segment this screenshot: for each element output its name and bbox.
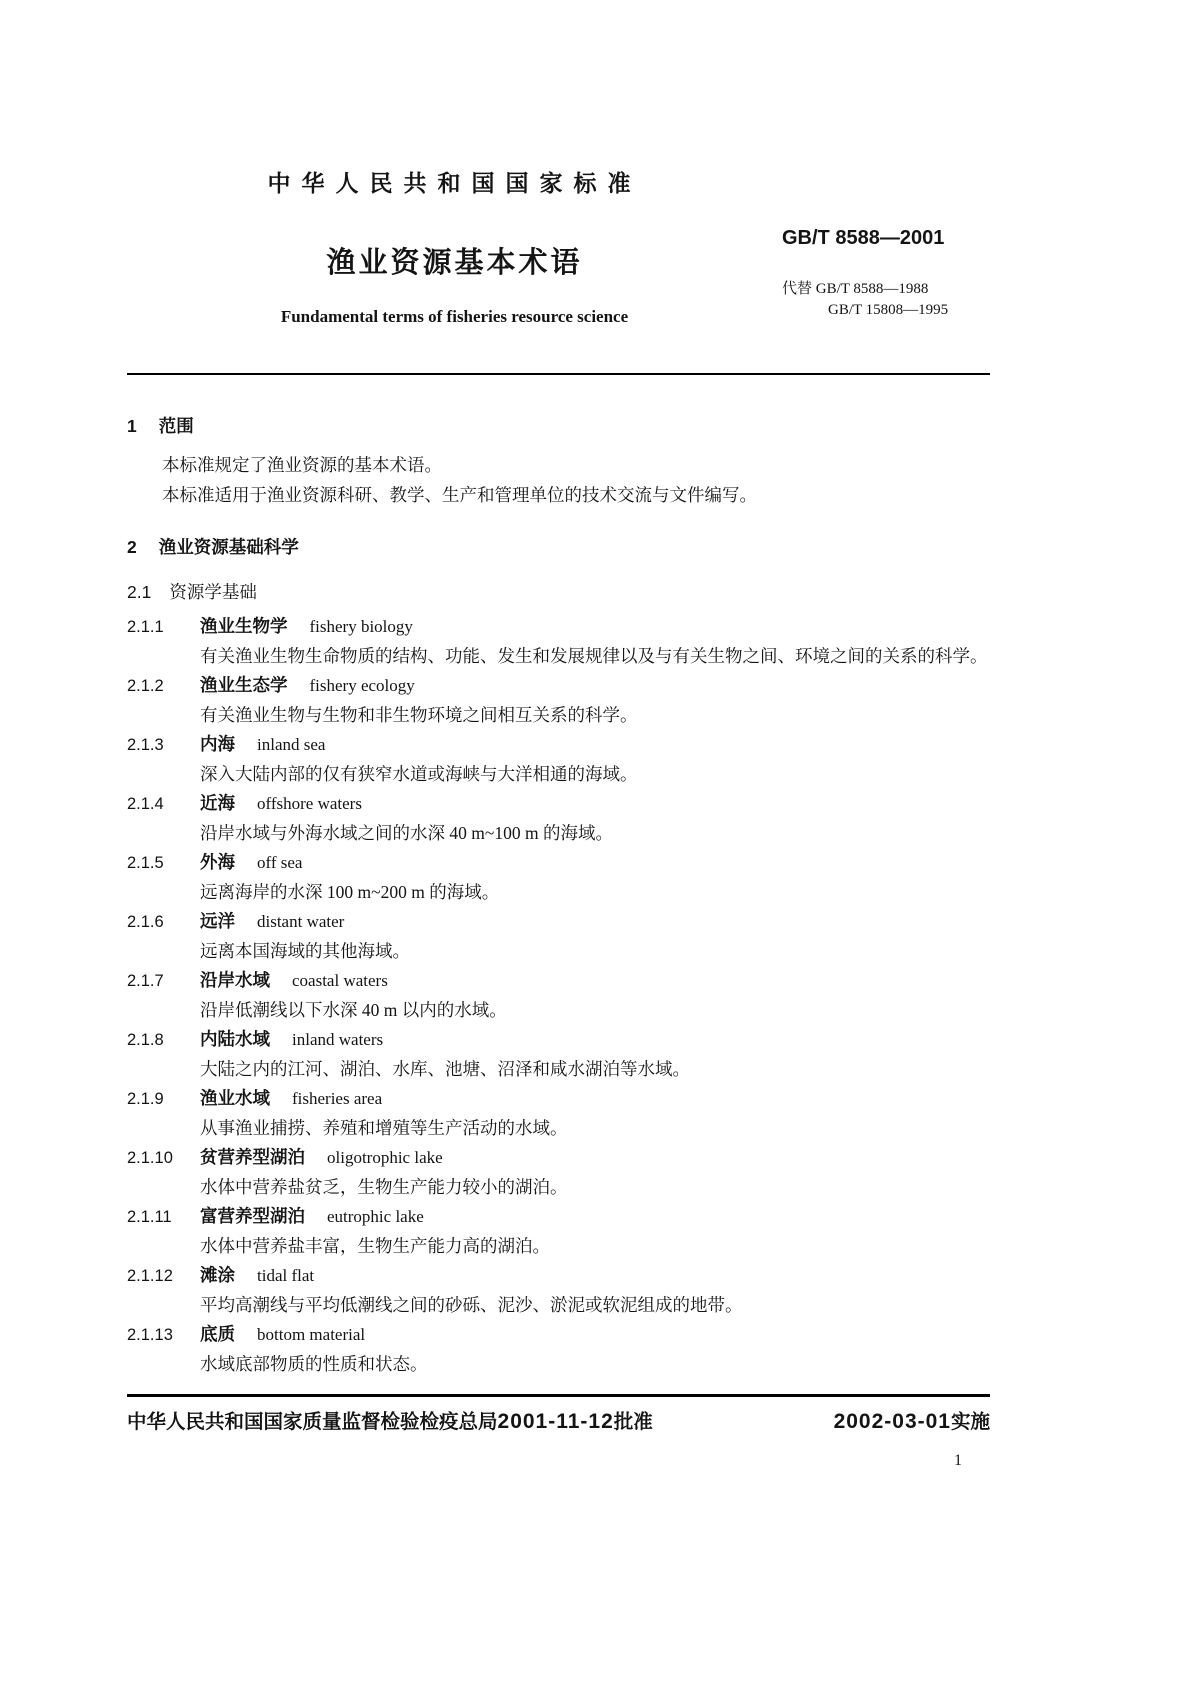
term-english: off sea <box>257 853 303 872</box>
term-number: 2.1.1 <box>127 618 164 636</box>
term-english: inland waters <box>292 1030 384 1049</box>
term-english: fisheries area <box>292 1089 383 1108</box>
term-english: offshore waters <box>257 794 362 813</box>
term-chinese: 外海 <box>200 852 235 872</box>
term-definition: 大陆之内的江河、湖泊、水库、池塘、沼泽和咸水湖泊等水域。 <box>200 1059 690 1079</box>
section-heading <box>127 534 990 559</box>
term-definition: 沿岸低潮线以下水深 40 m 以内的水域。 <box>200 1000 507 1020</box>
term-definition: 远离本国海域的其他海域。 <box>200 941 410 961</box>
term-chinese: 贫营养型湖泊 <box>200 1147 305 1167</box>
term-number: 2.1.10 <box>127 1149 173 1167</box>
header-title-block <box>127 165 782 327</box>
footer-divider <box>127 1394 990 1397</box>
scope-paragraph: 本标准规定了渔业资源的基本术语。 <box>162 455 442 475</box>
term-chinese: 沿岸水域 <box>200 970 270 990</box>
term-heading <box>127 612 990 642</box>
term-heading <box>127 1025 990 1055</box>
term-number: 2.1.8 <box>127 1031 164 1049</box>
term-entry <box>127 612 990 671</box>
term-english: inland sea <box>257 735 326 754</box>
term-definition: 水域底部物质的性质和状态。 <box>200 1354 428 1374</box>
replaces-line-1: 代替 GB/T 8588—1988 <box>782 281 929 297</box>
term-heading <box>127 1143 990 1173</box>
term-english: tidal flat <box>257 1266 315 1285</box>
replaced-standards <box>782 279 990 321</box>
term-entry <box>127 1202 990 1261</box>
term-chinese: 远洋 <box>200 911 235 931</box>
term-definition: 从事渔业捕捞、养殖和增殖等生产活动的水域。 <box>200 1118 568 1138</box>
term-english: eutrophic lake <box>327 1207 424 1226</box>
term-chinese: 内陆水域 <box>200 1029 270 1049</box>
term-definition: 深入大陆内部的仅有狭窄水道或海峡与大洋相通的海域。 <box>200 764 638 784</box>
term-heading <box>127 1202 990 1232</box>
term-heading <box>127 1084 990 1114</box>
standard-label: 中华人民共和国国家标准 <box>267 170 642 196</box>
section-heading <box>127 413 990 438</box>
term-entry <box>127 1084 990 1143</box>
approval-date: 2001-11-12 <box>497 1410 614 1433</box>
approval-statement <box>127 1406 653 1434</box>
effective-date: 2002-03-01 <box>833 1410 951 1433</box>
term-entry <box>127 789 990 848</box>
replaces-line-2: GB/T 15808—1995 <box>828 302 949 318</box>
term-entry <box>127 1261 990 1320</box>
section-number: 1 <box>127 416 137 436</box>
term-heading <box>127 730 990 760</box>
document-footer <box>127 1394 990 1470</box>
term-definition: 水体中营养盐丰富，生物生产能力高的湖泊。 <box>200 1236 550 1256</box>
term-number: 2.1.9 <box>127 1090 164 1108</box>
term-chinese: 渔业水域 <box>200 1088 270 1108</box>
standard-code-block <box>782 165 990 327</box>
footer-approval-row <box>127 1406 990 1434</box>
term-english: bottom material <box>257 1325 366 1344</box>
term-english: distant water <box>257 912 345 931</box>
approval-authority: 中华人民共和国国家质量监督检验检疫总局 <box>127 1411 498 1433</box>
section-scope <box>127 413 990 510</box>
term-number: 2.1.11 <box>127 1208 172 1226</box>
scope-paragraphs <box>127 450 990 510</box>
term-entry <box>127 1143 990 1202</box>
document-subtitle-english: Fundamental terms of fisheries resource science <box>280 307 629 326</box>
term-number: 2.1.12 <box>127 1267 173 1285</box>
term-entry <box>127 848 990 907</box>
term-definition: 平均高潮线与平均低潮线之间的砂砾、泥沙、淤泥或软泥组成的地带。 <box>200 1295 743 1315</box>
term-number: 2.1.6 <box>127 913 164 931</box>
term-heading <box>127 848 990 878</box>
term-entry <box>127 1025 990 1084</box>
term-number: 2.1.3 <box>127 736 164 754</box>
term-entry <box>127 966 990 1025</box>
term-number: 2.1.2 <box>127 677 164 695</box>
term-entry <box>127 730 990 789</box>
term-english: oligotrophic lake <box>327 1148 443 1167</box>
term-heading <box>127 966 990 996</box>
section-title: 渔业资源基础科学 <box>158 537 299 557</box>
subsection-heading <box>127 579 990 604</box>
term-heading <box>127 789 990 819</box>
effective-suffix: 实施 <box>950 1411 990 1433</box>
term-english: fishery ecology <box>309 676 415 695</box>
term-chinese: 内海 <box>200 734 235 754</box>
term-heading <box>127 671 990 701</box>
term-chinese: 渔业生物学 <box>200 616 288 636</box>
section-chapter2 <box>127 534 990 1379</box>
term-chinese: 富营养型湖泊 <box>200 1206 305 1226</box>
subsection-title: 资源学基础 <box>169 582 257 602</box>
term-chinese: 近海 <box>200 793 235 813</box>
term-english: coastal waters <box>292 971 388 990</box>
page-number: 1 <box>954 1452 962 1469</box>
terms-list <box>127 612 990 1379</box>
term-definition: 水体中营养盐贫乏，生物生产能力较小的湖泊。 <box>200 1177 568 1197</box>
term-heading <box>127 1261 990 1291</box>
document-header <box>127 165 990 327</box>
term-chinese: 滩涂 <box>200 1265 235 1285</box>
term-heading <box>127 907 990 937</box>
term-number: 2.1.7 <box>127 972 164 990</box>
standard-code: GB/T 8588—2001 <box>782 227 945 249</box>
term-english: fishery biology <box>309 617 413 636</box>
term-entry <box>127 1320 990 1379</box>
scope-paragraph: 本标准适用于渔业资源科研、教学、生产和管理单位的技术交流与文件编写。 <box>162 485 757 505</box>
document-title: 渔业资源基本术语 <box>326 247 583 279</box>
section-number: 2 <box>127 537 137 557</box>
term-definition: 沿岸水域与外海水域之间的水深 40 m~100 m 的海域。 <box>200 823 613 843</box>
term-number: 2.1.5 <box>127 854 164 872</box>
section-title: 范围 <box>158 416 194 436</box>
term-number: 2.1.13 <box>127 1326 173 1344</box>
effective-statement <box>834 1406 990 1434</box>
term-number: 2.1.4 <box>127 795 164 813</box>
subsection-number: 2.1 <box>127 582 152 602</box>
term-chinese: 渔业生态学 <box>200 675 288 695</box>
term-definition: 有关渔业生物生命物质的结构、功能、发生和发展规律以及与有关生物之间、环境之间的关系的科学。 <box>200 646 988 666</box>
term-heading <box>127 1320 990 1350</box>
term-definition: 有关渔业生物与生物和非生物环境之间相互关系的科学。 <box>200 705 638 725</box>
header-divider <box>127 373 990 375</box>
term-entry <box>127 907 990 966</box>
term-definition: 远离海岸的水深 100 m~200 m 的海域。 <box>200 882 500 902</box>
term-entry <box>127 671 990 730</box>
term-chinese: 底质 <box>200 1324 235 1344</box>
approval-suffix: 批准 <box>613 1411 653 1433</box>
